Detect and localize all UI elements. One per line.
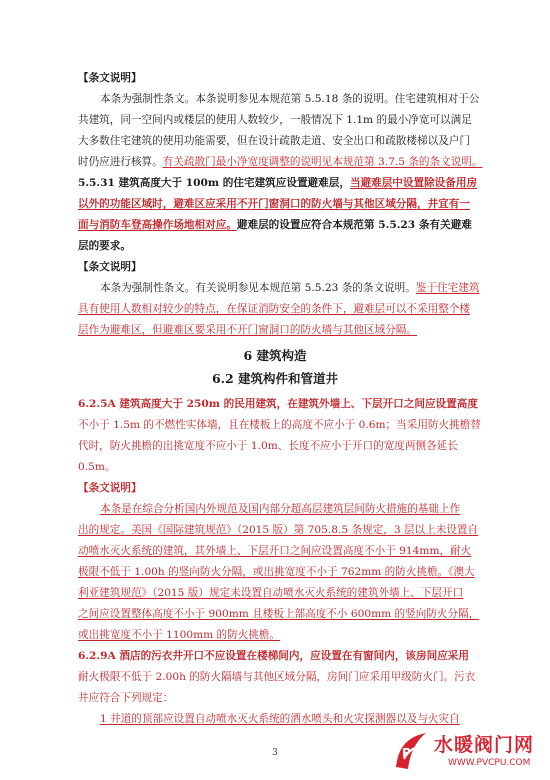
text-line: 共建筑，同一空间内或楼层的使用人数较少，一般情况下 1.1m 的最小净宽可以满足 xyxy=(78,114,472,126)
text-line xyxy=(78,156,498,169)
clause-6-2-9a: 6.2.9A 酒店的污衣井开口不应设置在楼梯间内，应设置在有窗间内，该房间应采用 xyxy=(78,650,469,662)
text-line: 本条为强制性条文。本条说明参见本规范第 5.5.18 条的说明。住宅建筑相对于公 xyxy=(100,93,480,105)
text-line: 耐火极限不低于 2.00h 的防火隔墙与其他区域分隔，房间门应采用甲级防火门。污衣 xyxy=(78,671,476,683)
text-segment: 避难层的设置应符合本规范第 5.5.23 条有关避难 xyxy=(236,219,472,231)
text-line xyxy=(78,324,498,337)
text-line: 本条是在综合分析国内外规范及国内部分超高层建筑层间防火措施的基础上作 xyxy=(100,503,461,515)
text-line: 代时，防火挑檐的出挑宽度不应小于 1.0m、长度不应小于开口的宽度两侧各延长 xyxy=(78,440,458,452)
red-highlight: 具有使用人数相对较少的特点，在保证消防安全的条件下，避难层可以不采用整个楼 xyxy=(78,303,470,315)
text-line: 极限不低于 1.00h 的竖向防火分隔，或出挑宽度不小于 762mm 的防火挑檐。《澳大 xyxy=(78,566,475,578)
text-line: 0.5m。 xyxy=(78,461,116,473)
watermark-url: WWW.PVCPU.COM xyxy=(448,758,531,768)
red-highlight: 当避难层中设置除设备用房 xyxy=(349,177,478,189)
text-line: 或出挑宽度不小于 1100mm 的防火挑檐。 xyxy=(78,629,281,641)
text-line xyxy=(78,219,498,232)
text-line: 出的规定。美国《国际建筑规范》（2015 版）第 705.8.5 条规定，3 层以上未设置自 xyxy=(78,524,479,536)
red-highlight: 层作为避难区，但避难区要采用不开门窗洞口的防火墙与其他区域分隔。 xyxy=(78,324,417,336)
text-line: 之间应设置整体高度不小于 900mm 且楼板上部高度不小 600mm 的竖向防火分隔， xyxy=(78,608,480,620)
section-heading: 6.2 建筑构件和管道井 xyxy=(211,371,339,386)
clause-note-title-2: 【条文说明】 xyxy=(78,261,142,273)
chapter-heading: 6 建筑构造 xyxy=(243,348,307,363)
text-line xyxy=(78,303,498,316)
text-line: 层的要求。 xyxy=(78,240,131,252)
watermark-brand: 水暖阀门网 xyxy=(434,734,535,756)
pv-logo-icon xyxy=(392,729,432,773)
text-line xyxy=(100,282,500,295)
text-segment: 本条为强制性条文。有关说明参见本规范第 5.5.23 条的条文说明。 xyxy=(100,282,416,294)
text-segment: 时仍应进行核算。 xyxy=(78,156,163,168)
watermark-logo xyxy=(388,725,550,780)
text-line xyxy=(78,198,498,211)
clause-note-title-3: 【条文说明】 xyxy=(78,482,142,494)
text-line: 井应符合下列规定： xyxy=(78,692,174,704)
clause-note-title-1: 【条文说明】 xyxy=(78,72,142,84)
red-highlight: 面与消防车登高操作场地相对应。 xyxy=(78,219,237,231)
text-line: 动喷水灭火系统的建筑，其外墙上、下层开口之间应设置高度不小于 914mm，耐火 xyxy=(78,545,472,557)
page-number: 3 xyxy=(272,748,278,758)
red-highlight: 鉴于住宅建筑 xyxy=(415,282,480,294)
text-line: 利亚建筑规范》（2015 版）规定未设置自动喷水灭火系统的建筑外墙上、下层开口 xyxy=(78,587,464,599)
clause-6-2-5a: 6.2.5A 建筑高度大于 250m 的民用建筑，在建筑外墙上、下层开口之间应设置高度 xyxy=(78,398,478,410)
red-highlight: 有关疏散门最小净宽度调整的说明见本规范第 3.7.5 条的条文说明。 xyxy=(162,156,483,168)
text-line: 大多数住宅建筑的使用功能需要，但在设计疏散走道、安全出口和疏散楼梯以及户门 xyxy=(78,135,470,147)
text-segment: 5.5.31 建筑高度大于 100m 的住宅建筑应设置避难层， xyxy=(78,177,350,189)
svg-text:P: P xyxy=(402,746,411,760)
red-highlight: 以外的功能区域时，避难区应采用不开门窗洞口的防火墙与其他区域分隔，并宜有一 xyxy=(78,198,470,210)
text-line: 1 井道的顶部应设置自动喷水灭火系统的洒水喷头和火灾探测器以及与火灾自 xyxy=(100,713,460,725)
text-line: 不小于 1.5m 的不燃性实体墙，且在楼板上的高度不应小于 0.6m；当采用防火挑檐替 xyxy=(78,419,481,431)
clause-5-5-31 xyxy=(78,177,498,190)
